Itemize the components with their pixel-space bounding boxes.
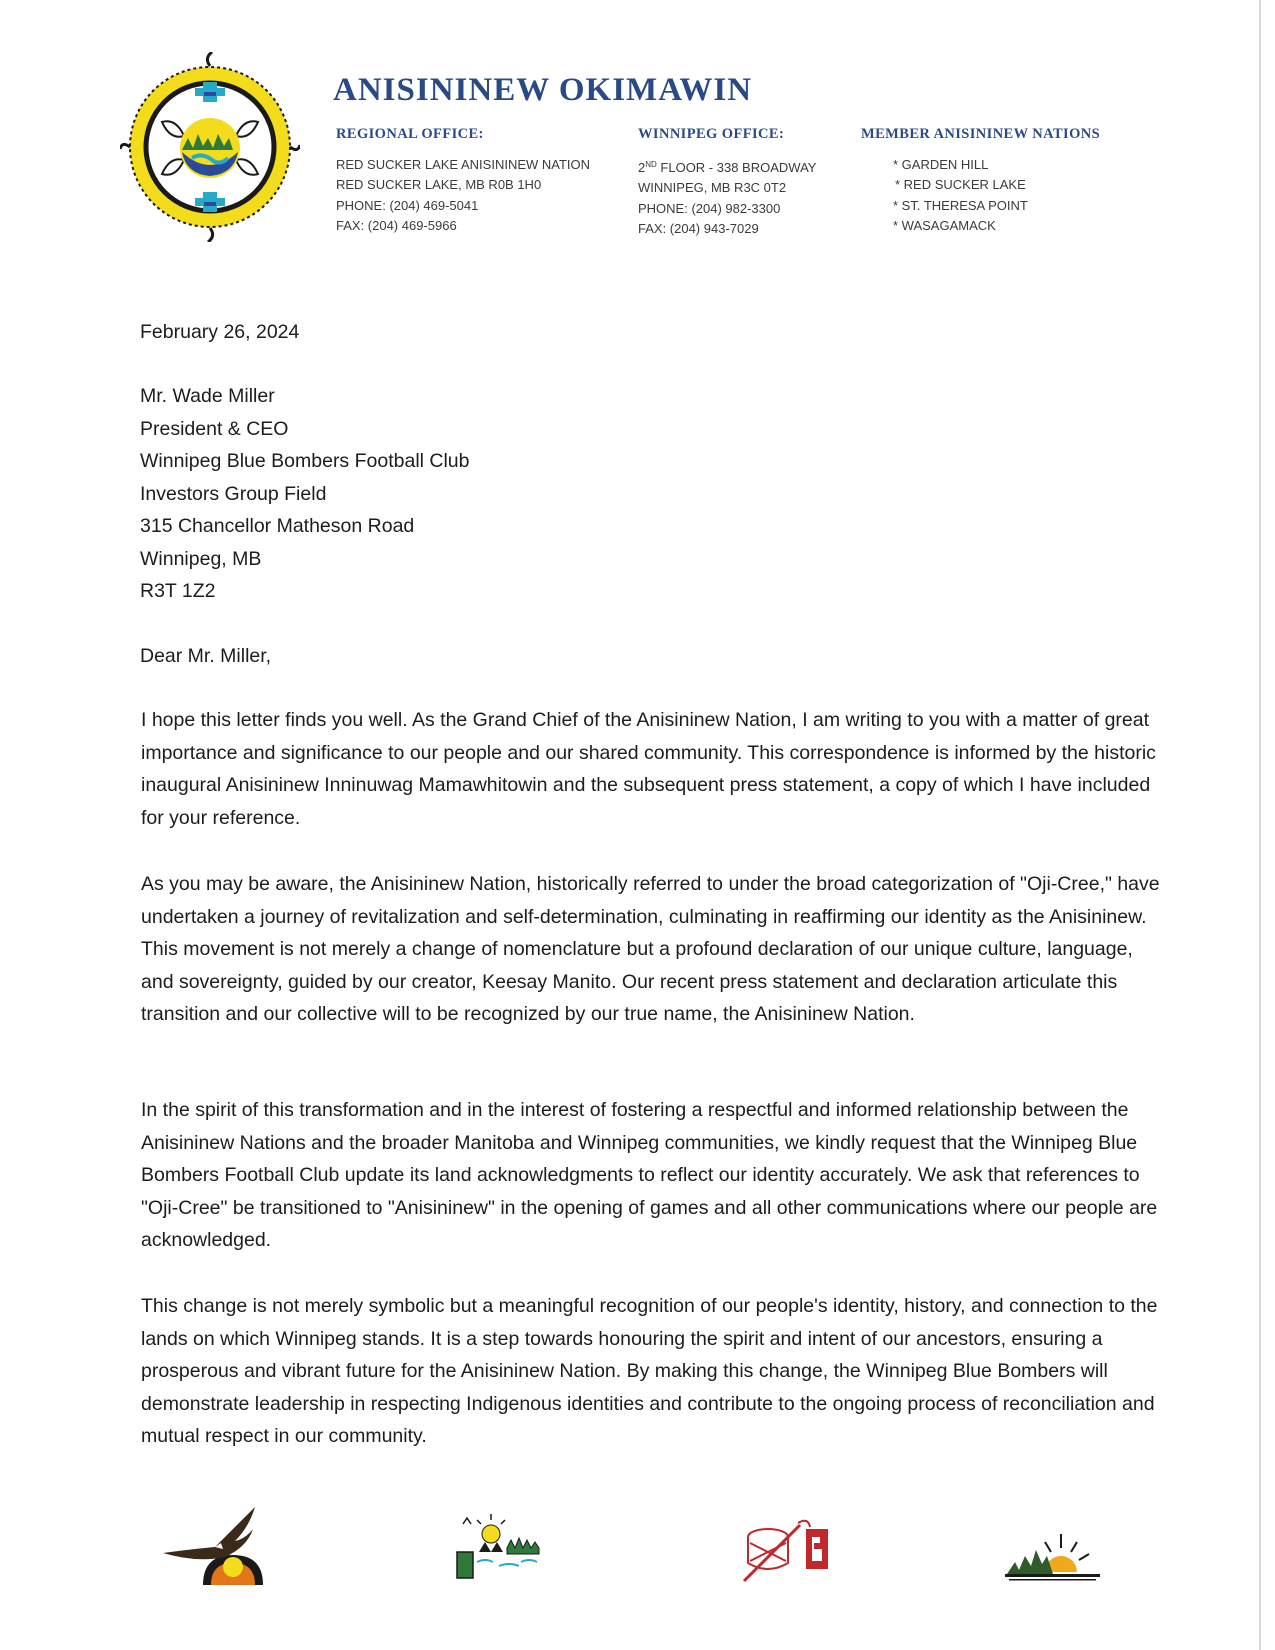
winnipeg-office-phone: PHONE: (204) 982-3300 xyxy=(638,200,781,216)
floor-number: 2 xyxy=(638,159,646,175)
regional-office-heading: REGIONAL OFFICE: xyxy=(336,126,484,142)
body-paragraph: I hope this letter finds you well. As the Grand Chief of the Anisininew Nation, I am writing to you with a matter of great importance and significance to our people and our shared community. This correspondence is informed by the historic inaugural Anisininew Inninuwag Mamawhitowin and the subsequent press statement, a copy of which I have included for your reference. xyxy=(141,709,1156,829)
recipient-name: Mr. Wade Miller xyxy=(140,385,275,407)
member-nation-item: * RED SUCKER LAKE xyxy=(895,177,1026,192)
body-paragraph: In the spirit of this transformation and in the interest of fostering a respectful and informed relationship between the Anisininew Nations and the broader Manitoba and Winnipeg communities, we kindly request that the Winnipeg Blue Bombers Football Club update its land acknowledgments to reflect our identity accurately. We ask that references to "Oji-Cree" be transitioned to "Anisininew" in the opening of games and all other communications where our people are acknowledged. xyxy=(141,1099,1158,1251)
floor-suffix: ND xyxy=(645,159,657,169)
winnipeg-office-block xyxy=(638,124,816,240)
member-nation-item: * ST. THERESA POINT xyxy=(893,197,1028,213)
salutation: Dear Mr. Miller, xyxy=(140,645,272,667)
winnipeg-office-address-line xyxy=(638,155,816,179)
member-nations-block xyxy=(861,124,1100,237)
winnipeg-office-heading: WINNIPEG OFFICE: xyxy=(638,126,785,142)
recipient-organization: Winnipeg Blue Bombers Football Club xyxy=(140,450,470,472)
regional-office-line: RED SUCKER LAKE ANISININEW NATION xyxy=(336,156,591,172)
page-edge xyxy=(1259,0,1261,1650)
floor-rest: FLOOR - 338 BROADWAY xyxy=(656,159,817,175)
organization-name: ANISININEW OKIMAWIN xyxy=(333,72,753,108)
recipient-venue: Investors Group Field xyxy=(140,482,327,505)
regional-office-phone: PHONE: (204) 469-5041 xyxy=(336,197,479,213)
member-nations-heading: MEMBER ANISININEW NATIONS xyxy=(861,126,1101,142)
landscape-emblem-icon xyxy=(455,1512,550,1580)
drum-emblem-icon xyxy=(740,1515,835,1585)
regional-office-line: RED SUCKER LAKE, MB R0B 1H0 xyxy=(336,177,542,192)
recipient-city: Winnipeg, MB xyxy=(140,547,262,570)
winnipeg-office-fax: FAX: (204) 943-7029 xyxy=(638,221,759,236)
winnipeg-office-line: WINNIPEG, MB R3C 0T2 xyxy=(638,180,787,195)
recipient-street: 315 Chancellor Matheson Road xyxy=(140,515,415,537)
seal-logo-icon xyxy=(120,52,300,242)
member-nation-item: * GARDEN HILL xyxy=(893,156,989,172)
sunrise-emblem-icon xyxy=(1005,1528,1100,1583)
recipient-postal-code: R3T 1Z2 xyxy=(140,580,216,602)
recipient-address xyxy=(140,380,470,608)
body-paragraph: As you may be aware, the Anisininew Nation, historically referred to under the broad categorization of "Oji-Cree," have undertaken a journey of revitalization and self-determination, culminating in reaffirming our identity as the Anisininew. This movement is not merely a change of nomenclature but a profound declaration of our unique culture, language, and sovereignty, guided by our creator, Keesay Manito. Our recent press statement and declaration articulate this transition and our collective will to be recognized by our true name, the Anisininew Nation. xyxy=(141,873,1160,1025)
member-nation-item: * WASAGAMACK xyxy=(893,218,996,233)
letter-date: February 26, 2024 xyxy=(140,321,300,343)
eagle-emblem-icon xyxy=(163,1505,278,1585)
regional-office-fax: FAX: (204) 469-5966 xyxy=(336,218,457,233)
regional-office-block xyxy=(336,124,590,237)
recipient-title: President & CEO xyxy=(140,417,289,440)
body-paragraph: This change is not merely symbolic but a meaningful recognition of our people's identity, history, and connection to the lands on which Winnipeg stands. It is a step towards honouring the spirit and intent of our ancestors, ensuring a prosperous and vibrant future for the Anisininew Nation. By making this change, the Winnipeg Blue Bombers will demonstrate leadership in respecting Indigenous identities and contribute to the ongoing process of reconciliation and mutual respect in our community. xyxy=(141,1295,1158,1447)
